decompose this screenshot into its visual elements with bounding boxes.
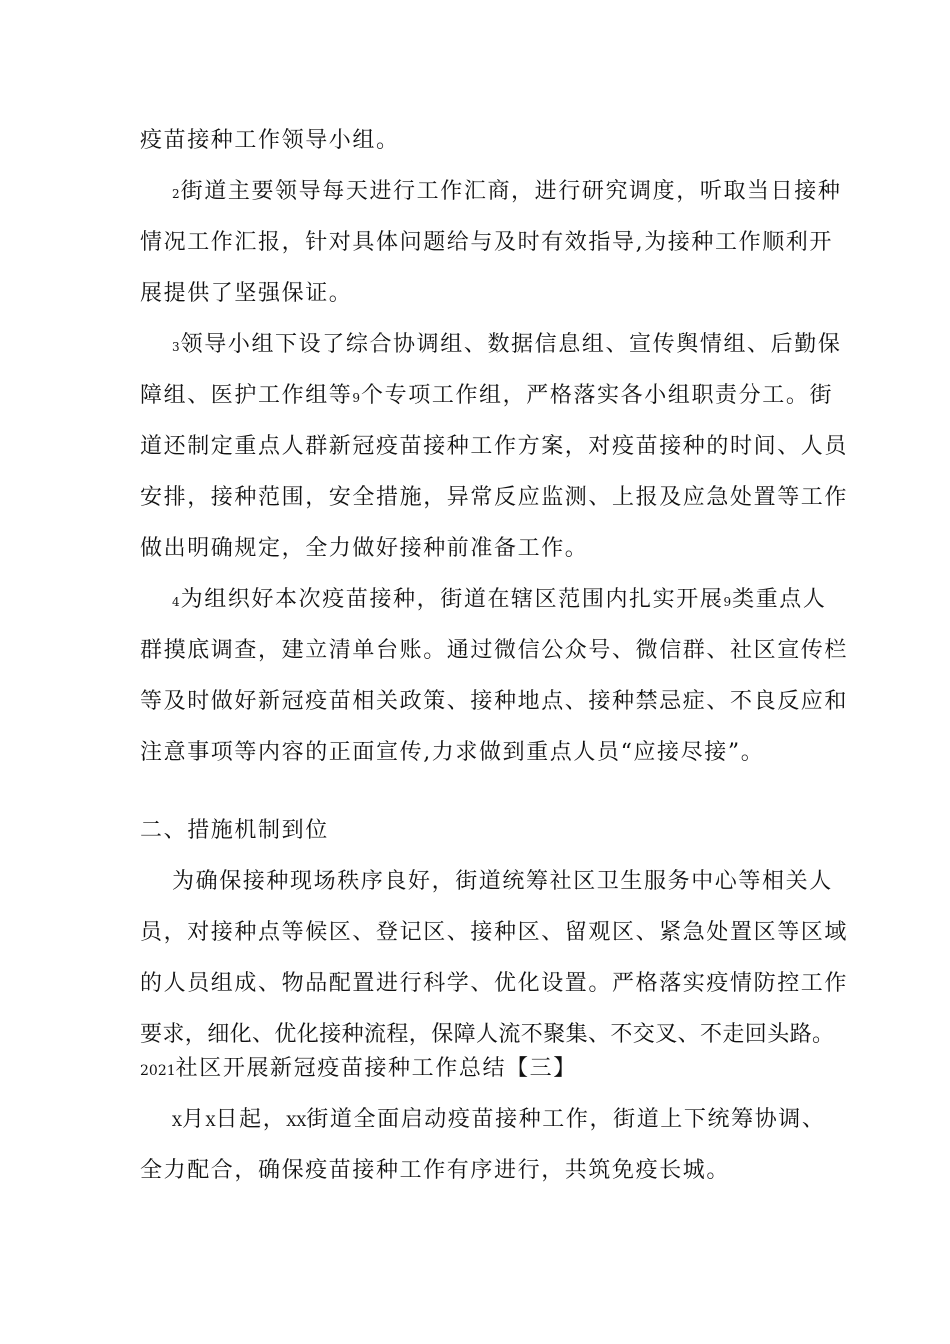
text: 日起， [215,1107,287,1132]
paragraph-line [140,227,833,259]
document-title [140,1053,830,1087]
text: 情况工作汇报，针对具体问题给与及时有效指导,为接种工作顺利开 [140,230,833,255]
paragraph-line [172,1104,832,1138]
item-number: 2 [172,187,180,201]
text: 月 [181,1107,206,1132]
text: 群摸底调查，建立清单台账。通过微信公众号、微信群、社区宣传栏 [140,638,849,663]
paragraph-line [140,1019,835,1051]
text: 做出明确规定，全力做好接种前准备工作。 [140,536,589,561]
paragraph-line [140,635,849,667]
text: 障组、医护工作组等 [140,383,353,408]
item-number: 3 [172,340,180,354]
paragraph-line [172,866,832,898]
title-text: 社区开展新冠疫苗接种工作总结【三】 [175,1056,577,1081]
text: 街道主要领导每天进行工作汇商，进行研究调度，听取当日接种 [180,179,842,204]
paragraph-line [140,686,849,718]
heading-text: 二、措施机制到位 [140,818,329,843]
paragraph-line [140,968,849,1000]
paragraph-line [172,584,832,618]
inline-number: 9 [723,595,732,609]
paragraph-line [172,329,842,363]
text: 的人员组成、物品配置进行科学、优化设置。严格落实疫情防控工作 [140,971,849,996]
section-heading [140,815,830,847]
placeholder-mark: X [172,1114,182,1130]
text: 领导小组下设了综合协调组、数据信息组、宣传舆情组、后勤保 [180,332,842,357]
text: 等及时做好新冠疫苗相关政策、接种地点、接种禁忌症、不良反应和 [140,689,849,714]
text: 街道全面启动疫苗接种工作，街道上下统筹协调、 [306,1107,826,1132]
paragraph-line [172,176,842,210]
text: 要求，细化、优化接种流程，保障人流不聚集、不交叉、不走回头路。 [140,1022,835,1047]
text: 个专项工作组，严格落实各小组职责分工。街 [361,383,834,408]
text: 类重点人 [732,587,827,612]
text: 疫苗接种工作领导小组。 [140,128,400,153]
item-number: 4 [172,595,180,609]
paragraph-line [140,533,830,565]
text: 全力配合，确保疫苗接种工作有序进行，共筑免疫长城。 [140,1158,731,1183]
paragraph-line [140,1155,830,1187]
text: 安排，接种范围，安全措施，异常反应监测、上报及应急处置等工作 [140,485,849,510]
text: 为确保接种现场秩序良好，街道统筹社区卫生服务中心等相关人 [172,869,833,894]
text: 道还制定重点人群新冠疫苗接种工作方案，对疫苗接种的时间、人员 [140,434,849,459]
text: 为组织好本次疫苗接种，街道在辖区范围内扎实开展 [180,587,724,612]
paragraph-line [140,482,849,514]
title-year: 2021 [140,1063,176,1079]
placeholder-mark: X [205,1114,216,1130]
text: 展提供了坚强保证。 [140,281,353,306]
paragraph-line [140,380,834,414]
inline-number: 9 [352,391,361,405]
paragraph-line [140,737,830,769]
paragraph-line [140,125,830,157]
paragraph-line [140,431,849,463]
paragraph-line [140,278,830,310]
text: 注意事项等内容的正面宣传,力求做到重点人员“应接尽接”。 [140,740,765,765]
paragraph-line [140,917,849,949]
placeholder-mark: XX [286,1114,307,1130]
text: 员，对接种点等候区、登记区、接种区、留观区、紧急处置区等区域 [140,920,849,945]
